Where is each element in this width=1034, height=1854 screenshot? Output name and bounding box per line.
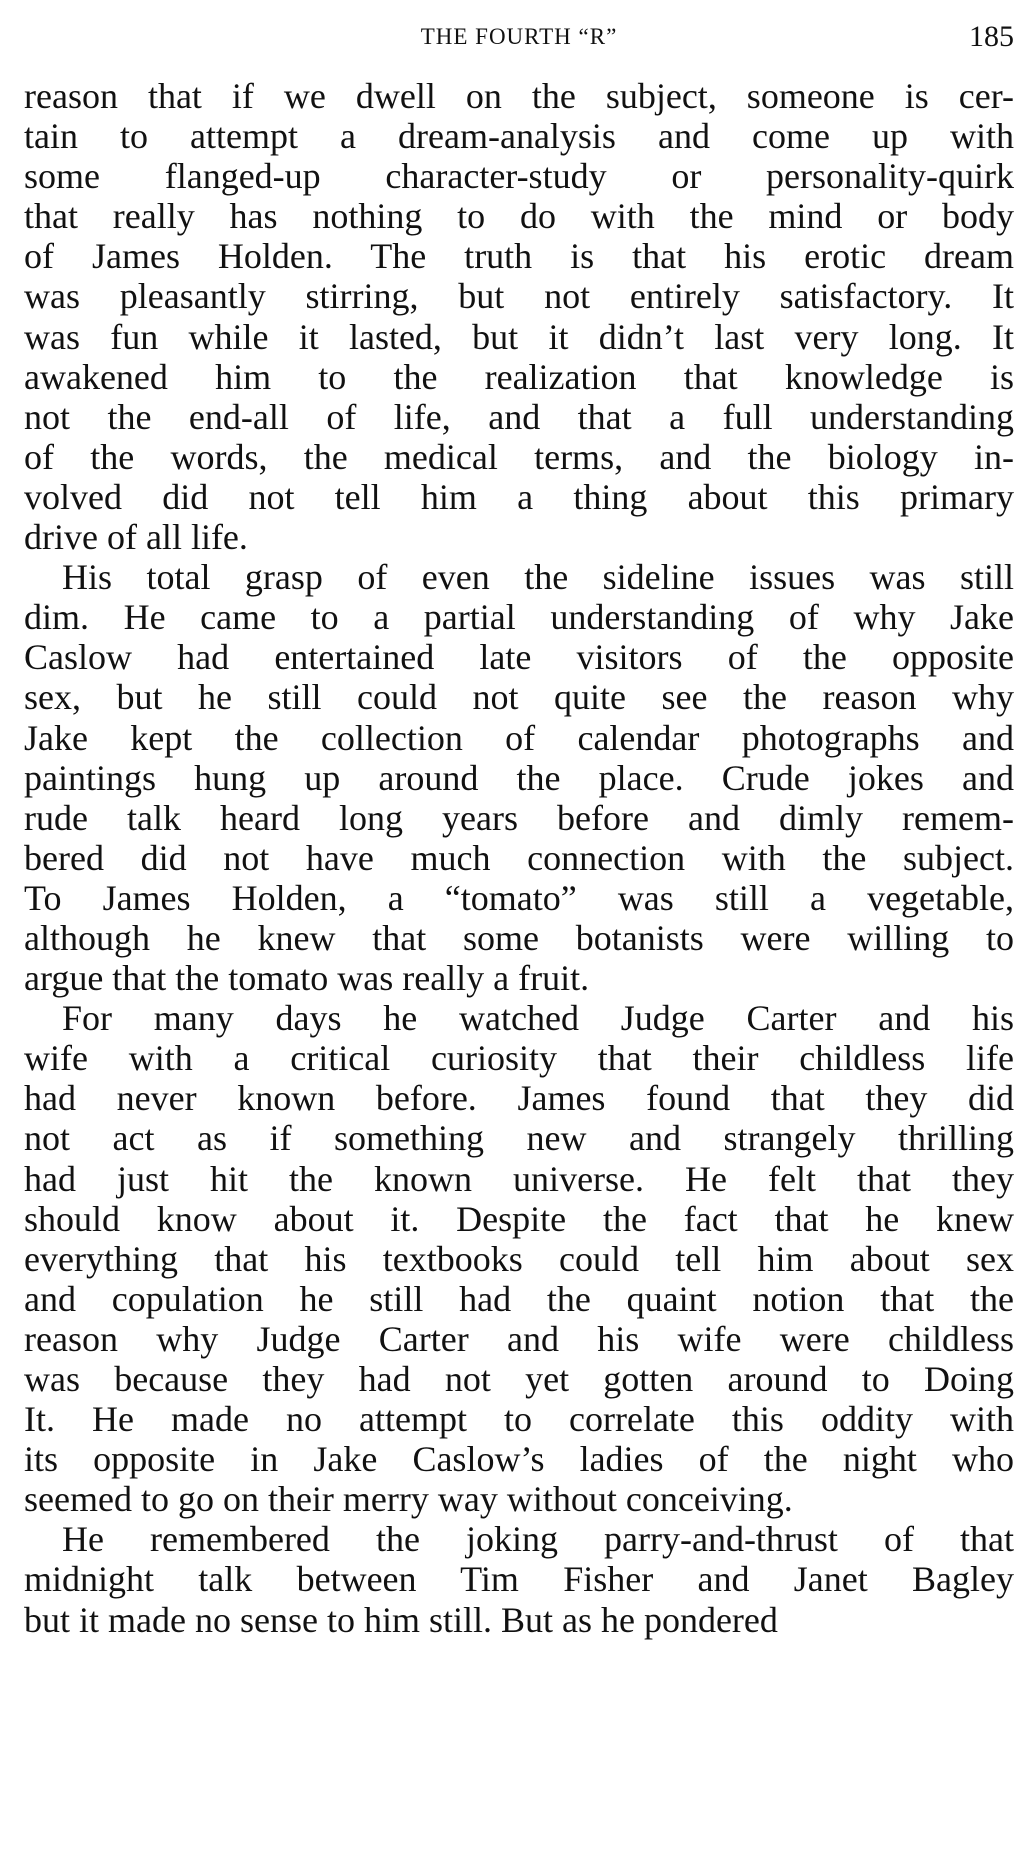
text-line: was pleasantly stirring, but not entirely satisfactory. It xyxy=(24,276,1014,317)
text-line: Jake kept the collection of calendar photographs and xyxy=(24,717,1014,758)
text-line: It. He made no attempt to correlate this oddity with xyxy=(24,1399,1014,1440)
text-line: drive of all life. xyxy=(24,517,248,558)
text-line: was because they had not yet gotten around to Doing xyxy=(24,1359,1014,1399)
text-line: not the end-all of life, and that a full understanding xyxy=(24,396,1014,437)
text-line: seemed to go on their merry way without conceiving. xyxy=(24,1479,793,1520)
text-line: although he knew that some botanists were willing to xyxy=(24,917,1014,958)
paragraph xyxy=(24,1519,1014,1639)
body-text xyxy=(24,76,1014,1640)
text-line: To James Holden, a “tomato” was still a vegetable, xyxy=(24,877,1014,918)
text-line: reason that if we dwell on the subject, someone is cer- xyxy=(24,76,1014,116)
text-line: had never known before. James found that they did xyxy=(24,1078,1014,1119)
text-line: was fun while it lasted, but it didn’t last very long. It xyxy=(24,316,1014,357)
text-line: should know about it. Despite the fact that he knew xyxy=(24,1198,1014,1239)
text-line: paintings hung up around the place. Crude jokes and xyxy=(24,757,1014,798)
text-line: had just hit the known universe. He felt that they xyxy=(24,1158,1014,1199)
paragraph xyxy=(24,998,1014,1519)
text-line: For many days he watched Judge Carter and his xyxy=(62,998,1014,1039)
text-line: everything that his textbooks could tell him about sex xyxy=(24,1238,1014,1279)
text-line: volved did not tell him a thing about this primary xyxy=(24,476,1014,517)
text-line: that really has nothing to do with the mind or body xyxy=(24,196,1014,237)
text-line: of the words, the medical terms, and the biology in- xyxy=(24,436,1014,477)
text-line: rude talk heard long years before and dimly remem- xyxy=(24,797,1014,838)
text-line: not act as if something new and strangely thrilling xyxy=(24,1118,1014,1159)
text-line: tain to attempt a dream-analysis and come up with xyxy=(24,116,1014,157)
page-number: 185 xyxy=(969,20,1014,53)
text-line: argue that the tomato was really a fruit. xyxy=(24,958,590,999)
text-line: Caslow had entertained late visitors of the opposite xyxy=(24,637,1014,678)
text-line: sex, but he still could not quite see the reason why xyxy=(24,677,1014,718)
text-line: His total grasp of even the sideline issues was still xyxy=(62,557,1014,598)
text-line: awakened him to the realization that knowledge is xyxy=(24,356,1014,397)
text-line: and copulation he still had the quaint notion that the xyxy=(24,1278,1014,1319)
text-line: bered did not have much connection with the subject. xyxy=(24,837,1014,878)
text-line: dim. He came to a partial understanding of why Jake xyxy=(24,597,1014,638)
text-line: wife with a critical curiosity that their childless life xyxy=(24,1038,1014,1079)
paragraph xyxy=(24,557,1014,998)
running-title: THE FOURTH “R” xyxy=(420,24,618,49)
text-line: its opposite in Jake Caslow’s ladies of the night who xyxy=(24,1439,1014,1480)
text-line: midnight talk between Tim Fisher and Janet Bagley xyxy=(24,1559,1014,1600)
running-head xyxy=(24,20,1014,60)
paragraph xyxy=(24,76,1014,557)
text-line: reason why Judge Carter and his wife were childless xyxy=(24,1318,1014,1359)
text-line: He remembered the joking parry-and-thrust of that xyxy=(62,1519,1014,1560)
text-line: some flanged-up character-study or personality-quirk xyxy=(24,156,1014,197)
text-line: but it made no sense to him still. But as he pondered xyxy=(24,1599,778,1640)
text-line: of James Holden. The truth is that his erotic dream xyxy=(24,236,1014,277)
